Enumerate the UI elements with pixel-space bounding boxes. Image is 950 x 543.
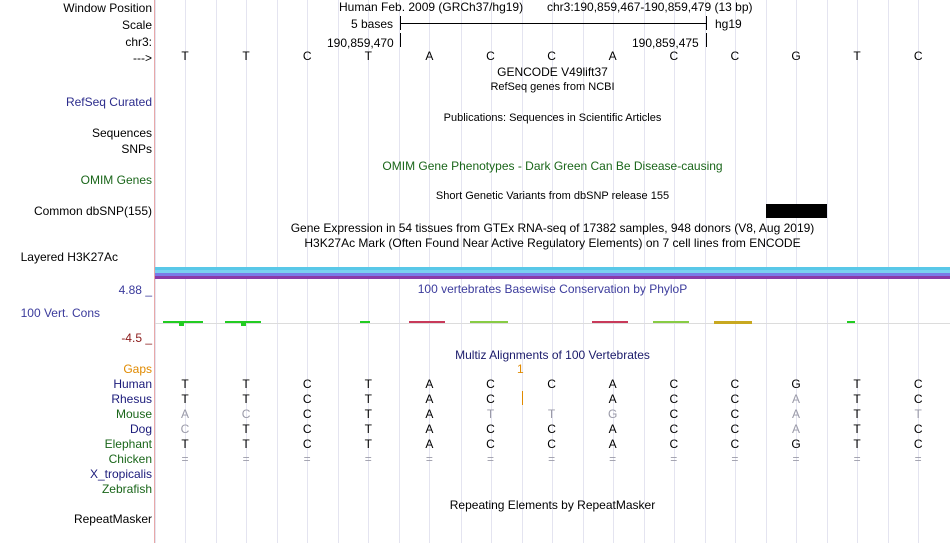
snps-track-label[interactable]: SNPs [121, 142, 152, 156]
omim-track-label[interactable]: OMIM Genes [80, 173, 152, 187]
alignment-base-chicken: = [364, 452, 372, 466]
alignment-base-dog: T [364, 422, 372, 436]
alignment-base-dog: C [486, 422, 495, 436]
gap-count-marker[interactable]: 1 [517, 362, 524, 376]
reference-base: C [913, 49, 923, 63]
alignment-base-rhesus: A [791, 392, 800, 406]
phylop-mark [714, 321, 752, 324]
alignment-base-chicken: = [914, 452, 922, 466]
alignment-base-mouse: G [608, 407, 618, 421]
alignment-base-human: A [608, 377, 617, 391]
track-label-panel [0, 0, 154, 543]
scale-db-label: hg19 [715, 17, 742, 31]
alignment-base-elephant: C [302, 437, 312, 451]
alignment-base-dog: C [302, 422, 312, 436]
gtex-track-title[interactable]: Gene Expression in 54 tissues from GTEx RNA-seq of 17382 samples, 948 donors (V8, Aug 2019) [290, 221, 815, 235]
alignment-base-rhesus: A [425, 392, 434, 406]
reference-base: C [669, 49, 679, 63]
phylop-mark [847, 321, 855, 323]
phylop-mark [592, 321, 628, 323]
scale-bar-label: 5 bases [351, 17, 394, 31]
repeatmasker-track-title[interactable]: Repeating Elements by RepeatMasker [449, 498, 656, 512]
chrom-label: chr3: [125, 35, 152, 49]
phylop-mark [470, 321, 508, 323]
alignment-base-elephant: C [913, 437, 923, 451]
sequences-track-label[interactable]: Sequences [91, 126, 152, 140]
reference-base: A [425, 49, 434, 63]
alignment-base-human: C [547, 377, 556, 391]
phylop-peak [179, 321, 184, 326]
species-label-human[interactable]: Human [113, 377, 152, 391]
alignment-base-mouse: T [853, 407, 861, 421]
reference-base: A [608, 49, 617, 63]
alignment-base-dog: C [547, 422, 556, 436]
alignment-base-chicken: = [486, 452, 494, 466]
alignment-base-chicken: = [548, 452, 556, 466]
alignment-base-human: C [486, 377, 495, 391]
alignment-base-human: C [730, 377, 740, 391]
alignment-base-rhesus: T [242, 392, 250, 406]
alignment-base-dog: C [913, 422, 923, 436]
alignment-base-mouse: A [180, 407, 189, 421]
h3k27ac-track-label[interactable]: Layered H3K27Ac [20, 250, 118, 264]
alignment-base-elephant: C [486, 437, 495, 451]
alignment-base-chicken: = [303, 452, 311, 466]
reference-base: C [486, 49, 495, 63]
refseq-track-label[interactable]: RefSeq Curated [65, 95, 152, 109]
dbsnp-track-title[interactable]: Short Genetic Variants from dbSNP release 155 [435, 190, 670, 202]
window-position-label: Window Position [63, 1, 152, 15]
species-label-dog[interactable]: Dog [129, 422, 152, 436]
h3k27ac-signal-band-4 [155, 276, 950, 279]
alignment-base-chicken: = [792, 452, 800, 466]
alignment-base-human: C [913, 377, 923, 391]
alignment-base-human: T [181, 377, 189, 391]
alignment-base-chicken: = [670, 452, 678, 466]
alignment-base-rhesus: T [364, 392, 372, 406]
alignment-base-rhesus: T [181, 392, 189, 406]
publications-track-title[interactable]: Publications: Sequences in Scientific Articles [443, 112, 662, 124]
coord-right-tick [706, 33, 707, 47]
alignment-base-mouse: T [914, 407, 922, 421]
alignment-base-human: T [364, 377, 372, 391]
alignment-base-rhesus: C [730, 392, 740, 406]
alignment-base-mouse: C [302, 407, 312, 421]
alignment-base-mouse: A [791, 407, 800, 421]
alignment-base-human: T [853, 377, 861, 391]
species-label-chicken[interactable]: Chicken [108, 452, 152, 466]
species-label-zebrafish[interactable]: Zebrafish [101, 482, 152, 496]
alignment-base-human: C [669, 377, 679, 391]
phylop-max-label: 4.88 _ [118, 283, 152, 297]
alignment-base-chicken: = [731, 452, 739, 466]
alignment-base-dog: C [180, 422, 190, 436]
alignment-base-mouse: T [486, 407, 495, 421]
alignment-base-mouse: C [730, 407, 740, 421]
alignment-base-dog: C [669, 422, 679, 436]
coord-left-tick [400, 33, 401, 47]
reference-base: G [791, 49, 801, 63]
reference-base: T [364, 49, 372, 63]
phylop-peak [241, 321, 246, 326]
alignment-base-rhesus: C [669, 392, 679, 406]
alignment-base-mouse: T [364, 407, 372, 421]
phylop-baseline [155, 323, 950, 324]
alignment-base-chicken: = [425, 452, 433, 466]
alignment-base-chicken: = [181, 452, 189, 466]
reference-base: C [302, 49, 312, 63]
alignment-base-dog: T [853, 422, 861, 436]
alignment-base-elephant: C [547, 437, 556, 451]
alignment-base-human: T [242, 377, 250, 391]
coord-right-label: 190,859,475 [632, 36, 699, 50]
coord-left-label: 190,859,470 [327, 36, 394, 50]
alignment-base-rhesus: C [486, 392, 495, 406]
phylop-mark [653, 321, 689, 323]
alignment-base-chicken: = [853, 452, 861, 466]
alignment-base-elephant: A [425, 437, 434, 451]
repeatmasker-track-label[interactable]: RepeatMasker [73, 512, 152, 526]
strand-arrow-label[interactable]: ---> [133, 51, 152, 65]
alignment-base-rhesus: C [913, 392, 923, 406]
alignment-base-chicken: = [242, 452, 250, 466]
alignment-base-mouse: T [547, 407, 556, 421]
species-label-x-tropicalis[interactable]: X_tropicalis [89, 467, 152, 481]
alignment-base-elephant: C [730, 437, 740, 451]
alignment-base-dog: C [730, 422, 740, 436]
gencode-track-title[interactable]: GENCODE V49lift37 [497, 65, 608, 79]
scale-label: Scale [121, 18, 152, 32]
alignment-base-mouse: A [425, 407, 434, 421]
alignment-base-dog: T [242, 422, 250, 436]
phylop-mark [409, 321, 445, 323]
phylop-min-label: -4.5 _ [121, 331, 152, 345]
alignment-base-dog: A [608, 422, 617, 436]
alignment-base-dog: A [791, 422, 800, 436]
phylop-mark [360, 321, 370, 323]
refseq-track-title[interactable]: RefSeq genes from NCBI [490, 81, 615, 93]
multiz-track-title[interactable]: Multiz Alignments of 100 Vertebrates [455, 348, 650, 362]
alignment-base-rhesus: A [608, 392, 617, 406]
species-label-rhesus[interactable]: Rhesus [111, 392, 152, 406]
alignment-base-elephant: T [853, 437, 861, 451]
alignment-base-elephant: T [242, 437, 250, 451]
alignment-base-human: A [425, 377, 434, 391]
alignment-base-mouse: C [669, 407, 679, 421]
dbsnp-variant-block[interactable] [766, 204, 827, 218]
species-label-elephant[interactable]: Elephant [104, 437, 152, 451]
reference-base: C [730, 49, 740, 63]
scale-bar-line [400, 23, 706, 24]
alignment-base-human: G [791, 377, 801, 391]
reference-base: T [181, 49, 189, 63]
alignment-base-dog: A [425, 422, 434, 436]
reference-base: T [242, 49, 250, 63]
h3k27ac-track-title[interactable]: H3K27Ac Mark (Often Found Near Active Regulatory Elements) on 7 cell lines from ENCODE [304, 236, 801, 250]
species-label-mouse[interactable]: Mouse [115, 407, 152, 421]
assembly-title: Human Feb. 2009 (GRCh37/hg19) [339, 0, 524, 14]
reference-base: T [853, 49, 861, 63]
alignment-base-elephant: G [791, 437, 801, 451]
alignment-base-mouse: C [241, 407, 251, 421]
omim-track-title[interactable]: OMIM Gene Phenotypes - Dark Green Can Be Disease-causing [382, 159, 723, 173]
alignment-base-elephant: A [608, 437, 617, 451]
position-readout: chr3:190,859,467-190,859,479 (13 bp) [547, 0, 753, 14]
alignment-base-rhesus: T [853, 392, 861, 406]
gaps-track-label[interactable]: Gaps [123, 362, 152, 376]
scale-bar-right-tick [706, 16, 707, 30]
track-image-panel[interactable] [155, 0, 950, 543]
alignment-base-elephant: C [669, 437, 679, 451]
alignment-base-rhesus: C [302, 392, 312, 406]
alignment-base-human: C [302, 377, 312, 391]
rhesus-insertion-marker [522, 391, 523, 405]
alignment-base-chicken: = [609, 452, 617, 466]
cons-track-label[interactable]: 100 Vert. Cons [20, 306, 100, 320]
alignment-base-elephant: T [364, 437, 372, 451]
dbsnp-track-label[interactable]: Common dbSNP(155) [33, 204, 152, 218]
reference-base: C [547, 49, 556, 63]
phylop-track-title[interactable]: 100 vertebrates Basewise Conservation by PhyloP [417, 282, 688, 296]
alignment-base-elephant: T [181, 437, 189, 451]
